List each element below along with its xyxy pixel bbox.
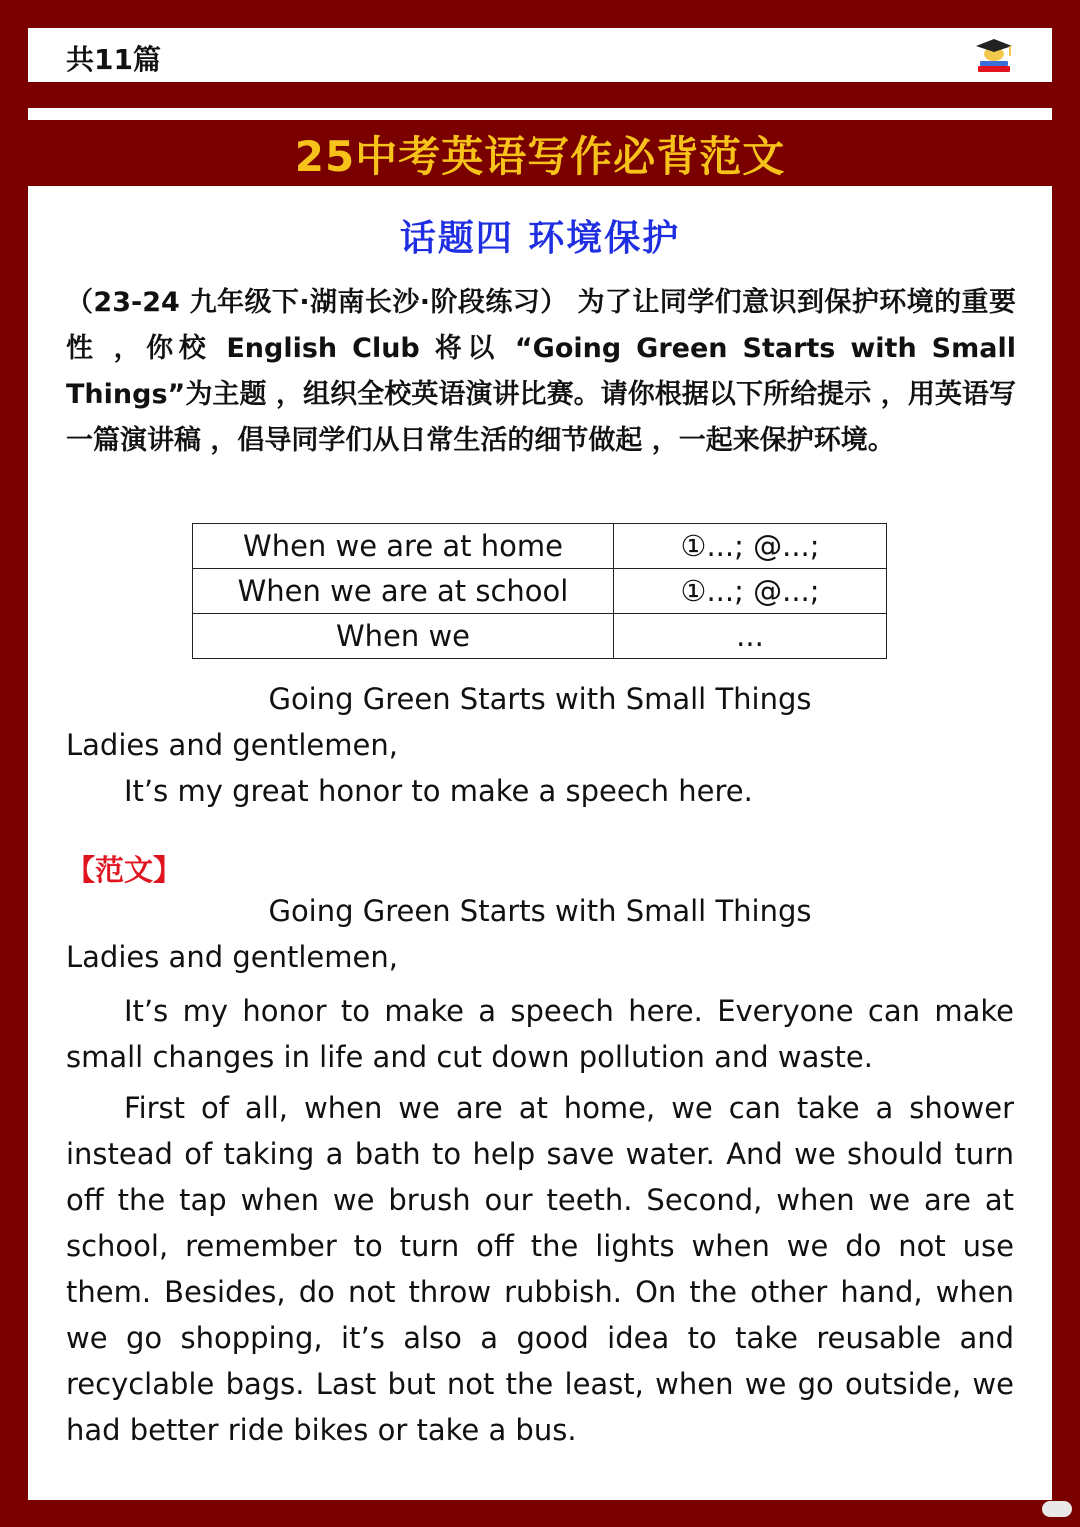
table-row xyxy=(193,569,887,614)
table-cell: ①...; @...; xyxy=(614,524,887,569)
sample-paragraph-1: It’s my honor to make a speech here. Everyone can make small changes in life and cut down pollution and waste. xyxy=(66,994,1014,1074)
writing-prompt: （23-24 九年级下·湖南长沙·阶段练习） 为了让同学们意识到保护环境的重要性 ，你校 English Club 将以 “Going Green Starts with Small Things”为主题 ，组织全校英语演讲比赛。请你根据以下所给提示 ，用英语写 一篇演讲稿 ，倡导同学们从日常生活的细节做起 ，一起来保护环境。 xyxy=(66,287,1016,456)
article-count: 共11篇 xyxy=(66,43,161,76)
outline-title: Going Green Starts with Small Things xyxy=(268,682,812,716)
sample-label: 【范文】 xyxy=(66,853,183,887)
outline-greeting: Ladies and gentlemen, xyxy=(66,728,398,762)
table-row xyxy=(193,614,887,659)
topic-heading: 话题四 环境保护 xyxy=(399,218,681,259)
content-panel xyxy=(28,186,1052,1500)
table-cell: ①...; @...; xyxy=(614,569,887,614)
table-cell: When we are at home xyxy=(193,524,614,569)
table-cell: ... xyxy=(614,614,887,659)
outline-opening: It’s my great honor to make a speech here. xyxy=(124,774,753,808)
table-cell: When we xyxy=(193,614,614,659)
table-cell: When we are at school xyxy=(193,569,614,614)
sample-paragraph-2: First of all, when we are at home, we can take a shower instead of taking a bath to help save water. And we should turn off the tap when we brush our teeth. Second, when we are at school, remember to turn off the lights when we do not use them. Besides, do not throw rubbish. On the other hand, when we go shopping, it’s also a good idea to take reusable and recyclable bags. Last but not the least, when we go outside, we had better ride bikes or take a bus. xyxy=(66,1091,1014,1447)
sample-title: Going Green Starts with Small Things xyxy=(268,894,812,928)
page-title: 25中考英语写作必背范文 xyxy=(294,132,786,181)
hint-table xyxy=(192,523,887,659)
sample-greeting: Ladies and gentlemen, xyxy=(66,940,398,974)
table-row xyxy=(193,524,887,569)
watermark xyxy=(1042,1501,1072,1517)
header-stripe xyxy=(28,108,1052,120)
header-bar xyxy=(28,28,1052,82)
graduation-cap-icon xyxy=(972,36,1016,76)
